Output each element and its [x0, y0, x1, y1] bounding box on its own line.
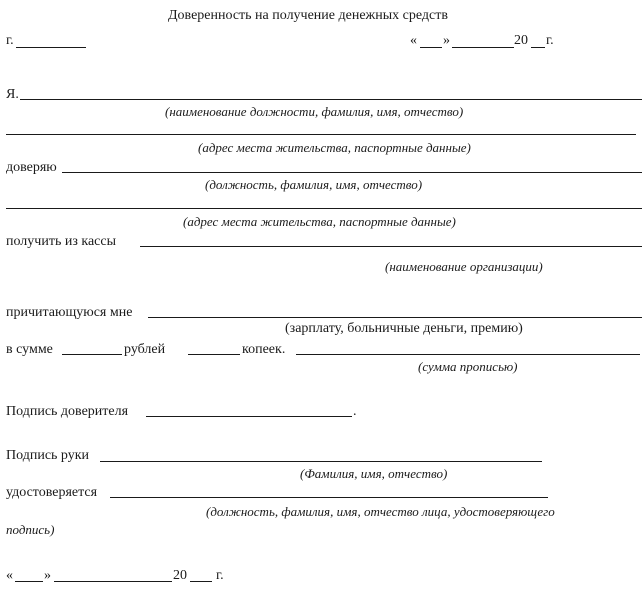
due-line[interactable]	[148, 317, 642, 318]
document-title: Доверенность на получение денежных средств	[168, 8, 448, 23]
hand-signature-label: Подпись руки	[6, 448, 90, 463]
day-line[interactable]	[420, 47, 442, 48]
principal-address-line[interactable]	[6, 134, 636, 135]
trustee-hint: (должность, фамилия, имя, отчество)	[205, 177, 423, 192]
kopecks-amount-line[interactable]	[188, 354, 240, 355]
principal-line[interactable]	[20, 99, 642, 100]
hand-signature-hint: (Фамилия, имя, отчество)	[300, 466, 448, 481]
bottom-date-open-quote: «	[6, 568, 13, 583]
bottom-year-line[interactable]	[190, 581, 212, 582]
date-close-quote: »	[443, 33, 450, 48]
date-open-quote: «	[410, 33, 417, 48]
year-prefix: 20	[514, 33, 528, 48]
certifier-hint-line2: подпись)	[6, 522, 55, 537]
principal-hint: (наименование должности, фамилия, имя, отчество)	[165, 104, 464, 119]
bottom-year-suffix: г.	[216, 568, 224, 583]
principal-signature-line[interactable]	[146, 416, 352, 417]
amount-words-line[interactable]	[296, 354, 640, 355]
principal-address-hint: (адрес места жительства, паспортные данные)	[198, 140, 471, 155]
organization-hint: (наименование организации)	[385, 259, 543, 274]
month-line[interactable]	[452, 47, 514, 48]
principal-signature-label: Подпись доверителя	[6, 404, 129, 419]
certifier-hint-line1: (должность, фамилия, имя, отчество лица, удостоверяющего	[206, 504, 555, 519]
amount-prefix: в сумме	[6, 342, 53, 357]
trustee-line[interactable]	[62, 172, 642, 173]
year-line[interactable]	[531, 47, 545, 48]
bottom-day-line[interactable]	[15, 581, 43, 582]
trustee-address-hint: (адрес места жительства, паспортные данные)	[183, 214, 456, 229]
amount-words-hint: (сумма прописью)	[418, 359, 518, 374]
rubles-amount-line[interactable]	[62, 354, 122, 355]
year-suffix: г.	[546, 33, 554, 48]
principal-signature-end: .	[353, 404, 357, 419]
certified-label: удостоверяется	[6, 485, 98, 500]
city-prefix: г.	[6, 33, 14, 48]
cashbox-line[interactable]	[140, 246, 642, 247]
city-line[interactable]	[16, 47, 86, 48]
kopecks-label: копеек.	[242, 342, 286, 357]
due-hint: (зарплату, больничные деньги, премию)	[285, 321, 523, 336]
bottom-month-line[interactable]	[54, 581, 172, 582]
rubles-label: рублей	[124, 342, 166, 357]
hand-signature-line[interactable]	[100, 461, 542, 462]
principal-prefix: Я.	[6, 87, 19, 102]
certifier-line[interactable]	[110, 497, 548, 498]
bottom-date-close-quote: »	[44, 568, 51, 583]
due-prefix: причитающуюся мне	[6, 305, 133, 320]
trustee-address-line[interactable]	[6, 208, 642, 209]
bottom-year-prefix: 20	[173, 568, 187, 583]
trust-prefix: доверяю	[6, 160, 57, 175]
cashbox-prefix: получить из кассы	[6, 234, 116, 249]
